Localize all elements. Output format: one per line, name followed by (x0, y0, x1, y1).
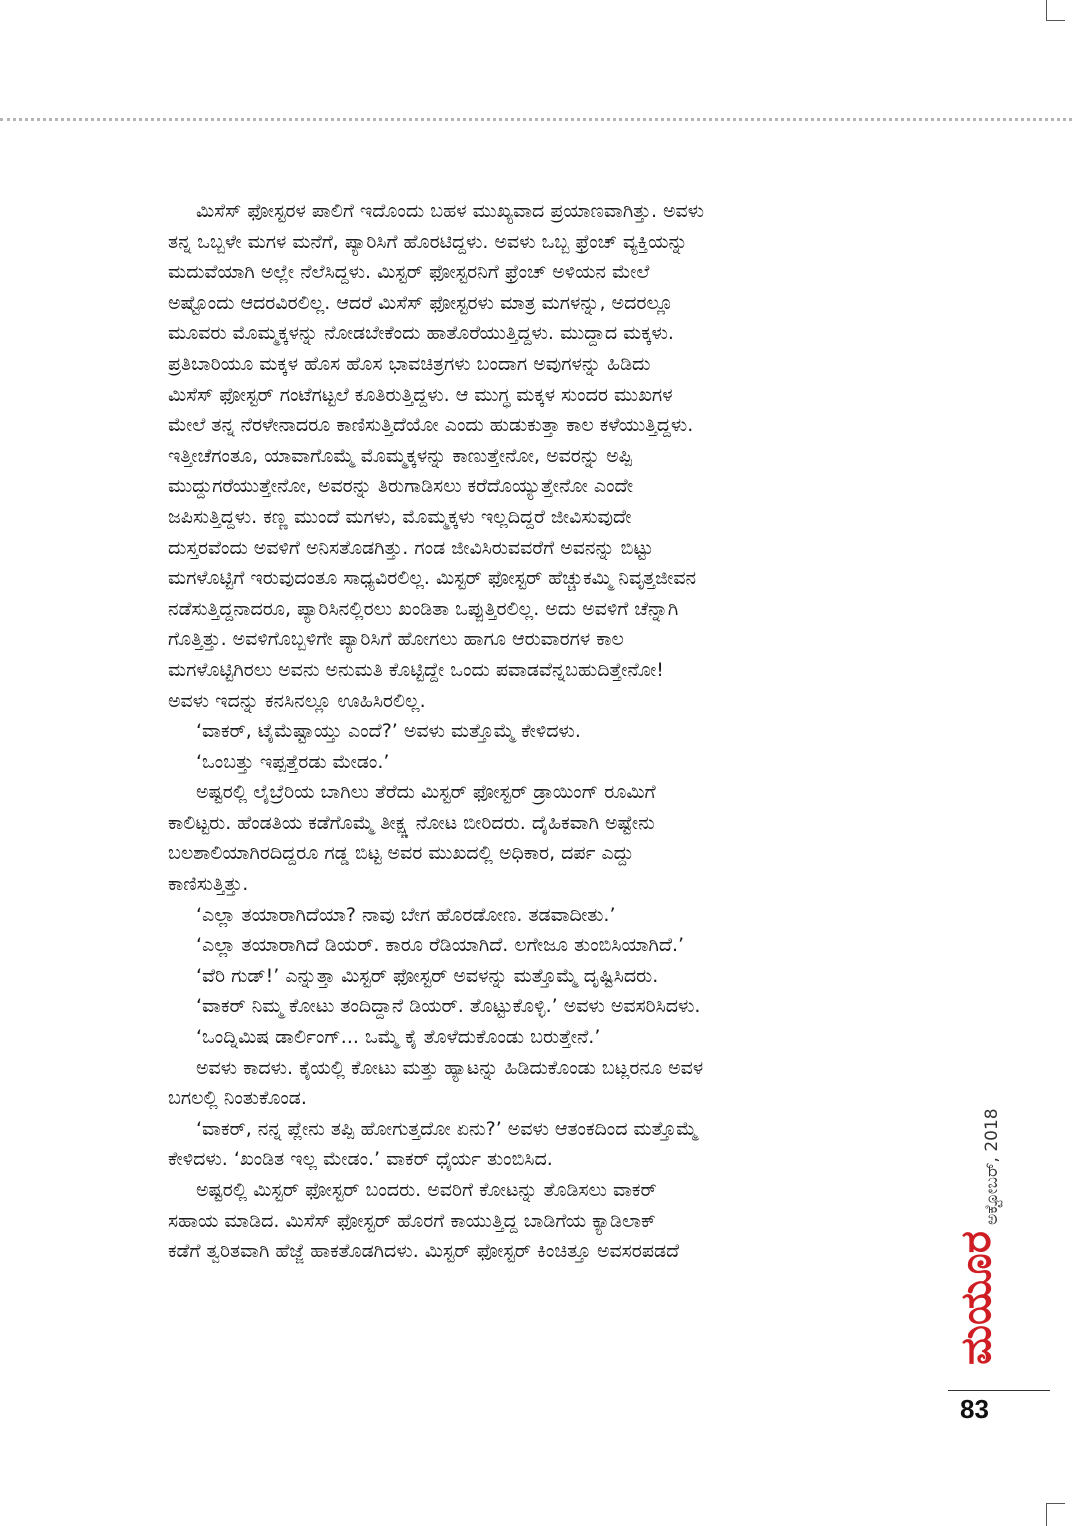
text-line: ಸಹಾಯ ಮಾಡಿದ. ಮಿಸೆಸ್ ಫೋಸ್ಟರ್ ಹೊರಗೆ ಕಾಯುತ್ತಿದ್ದ ಬಾಡಿಗೆಯ ಕ್ಯಾಡಿಲಾಕ್ (168, 1209, 656, 1232)
text-line: ಮಗಳೊಟ್ಟಿಗಿರಲು ಅವನು ಅನುಮತಿ ಕೊಟ್ಟಿದ್ದೇ ಒಂದು ಪವಾಡವೆನ್ನಬಹುದಿತ್ತೇನೋ! (168, 658, 664, 681)
text-line: ಬಲಶಾಲಿಯಾಗಿರದಿದ್ದರೂ ಗಡ್ಡ ಬಿಟ್ಟ ಅವರ ಮುಖದಲ್ಲಿ ಅಧಿಕಾರ, ದರ್ಪ ಎದ್ದು (168, 842, 634, 865)
text-line: ‘ಎಲ್ಲಾ ತಯಾರಾಗಿದೆಯಾ? ನಾವು ಬೇಗ ಹೊರಡೋಣ. ತಡವಾದೀತು.’ (196, 903, 616, 926)
crop-mark-bottom-right (1046, 1503, 1065, 1526)
text-line: ಅಷ್ಟರಲ್ಲಿ ಮಿಸ್ಟರ್ ಫೋಸ್ಟರ್ ಬಂದರು. ಅವರಿಗೆ ಕೋಟನ್ನು ತೊಡಿಸಲು ವಾಕರ್ (196, 1179, 657, 1201)
text-line: ಜಪಿಸುತ್ತಿದ್ದಳು. ಕಣ್ಣ ಮುಂದೆ ಮಗಳು, ಮೊಮ್ಮಕ್ಕಳು ಇಲ್ಲದಿದ್ದರೆ ಜೀವಿಸುವುದೇ (168, 505, 632, 528)
text-line: ಅವಳು ಕಾದಳು. ಕೈಯಲ್ಲಿ ಕೋಟು ಮತ್ತು ಹ್ಯಾಟನ್ನು ಹಿಡಿದುಕೊಂಡು ಬಟ್ಲರನೂ ಅವಳ (196, 1056, 704, 1079)
issue-date: ಅಕ್ಟೋಬರ್, 2018 (982, 1108, 1002, 1225)
header-dotted-rule (0, 118, 1072, 121)
text-line: ಗೊತ್ತಿತ್ತು. ಅವಳಿಗೊಬ್ಬಳಿಗೇ ಪ್ಯಾರಿಸಿಗೆ ಹೋಗಲು ಹಾಗೂ ಆರುವಾರಗಳ ಕಾಲ (168, 628, 624, 651)
text-line: ‘ವಾಕರ್ ನಿಮ್ಮ ಕೋಟು ತಂದಿದ್ದಾನೆ ಡಿಯರ್. ತೊಟ್ಟುಕೊಳ್ಳಿ.’ ಅವಳು ಅವಸರಿಸಿದಳು. (196, 995, 701, 1018)
text-line: ‘ವೆರಿ ಗುಡ್!’ ಎನ್ನುತ್ತಾ ಮಿಸ್ಟರ್ ಫೋಸ್ಟರ್ ಅವಳನ್ನು ಮತ್ತೊಮ್ಮೆ ದೃಷ್ಟಿಸಿದರು. (196, 964, 659, 987)
text-line: ‘ಒಂದ್ನಿಮಿಷ ಡಾರ್ಲಿಂಗ್... ಒಮ್ಮೆ ಕೈ ತೊಳೆದುಕೊಂಡು ಬರುತ್ತೇನೆ.’ (196, 1026, 601, 1049)
text-line: ಮದುವೆಯಾಗಿ ಅಲ್ಲೇ ನೆಲೆಸಿದ್ದಳು. ಮಿಸ್ಟರ್ ಫೋಸ್ಟರನಿಗೆ ಫ್ರೆಂಚ್ ಅಳಿಯನ ಮೇಲೆ (168, 261, 650, 284)
text-line: ಪ್ರತಿಬಾರಿಯೂ ಮಕ್ಕಳ ಹೊಸ ಹೊಸ ಭಾವಚಿತ್ರಗಳು ಬಂದಾಗ ಅವುಗಳನ್ನು ಹಿಡಿದು (168, 352, 651, 375)
text-line: ‘ಒಂಬತ್ತು ಇಪ್ಪತ್ತೆರಡು ಮೇಡಂ.’ (196, 750, 390, 773)
text-line: ಇತ್ತೀಚೆಗಂತೂ, ಯಾವಾಗೊಮ್ಮೆ ಮೊಮ್ಮಕ್ಕಳನ್ನು ಕಾಣುತ್ತೇನೋ, ಅವರನ್ನು ಅಪ್ಪಿ (168, 444, 633, 467)
text-line: ಮುದ್ದುಗರೆಯುತ್ತೇನೋ, ಅವರನ್ನು ತಿರುಗಾಡಿಸಲು ಕರೆದೊಯ್ಯುತ್ತೇನೋ ಎಂದೇ (168, 475, 634, 498)
folio-rule (948, 1390, 1050, 1391)
text-line: ನಡೆಸುತ್ತಿದ್ದನಾದರೂ, ಪ್ಯಾರಿಸಿನಲ್ಲಿರಲು ಖಂಡಿತಾ ಒಪ್ಪುತ್ತಿರಲಿಲ್ಲ. ಅದು ಅವಳಿಗೆ ಚೆನ್ನಾಗಿ (168, 597, 679, 620)
text-line: ‘ಎಲ್ಲಾ ತಯಾರಾಗಿದೆ ಡಿಯರ್. ಕಾರೂ ರೆಡಿಯಾಗಿದೆ. ಲಗೇಜೂ ತುಂಬಿಸಿಯಾಗಿದೆ.’ (196, 934, 685, 957)
page-number: 83 (960, 1394, 989, 1424)
magazine-sidebar (948, 1075, 1008, 1375)
text-line: ಮಿಸೆಸ್ ಫೋಸ್ಟರ್ ಗಂಟೆಗಟ್ಟಲೆ ಕೂತಿರುತ್ತಿದ್ದಳು. ಆ ಮುಗ್ಧ ಮಕ್ಕಳ ಸುಂದರ ಮುಖಗಳ (168, 383, 673, 406)
text-line: ಅವಳು ಇದನ್ನು ಕನಸಿನಲ್ಲೂ ಊಹಿಸಿರಲಿಲ್ಲ. (168, 689, 426, 712)
text-line: ಅಷ್ಟೊಂದು ಆದರವಿರಲಿಲ್ಲ. ಆದರೆ ಮಿಸೆಸ್ ಫೋಸ್ಟರಳು ಮಾತ್ರ ಮಗಳನ್ನು, ಅದರಲ್ಲೂ (168, 291, 674, 314)
text-line: ‘ವಾಕರ್, ನನ್ನ ಪ್ಲೇನು ತಪ್ಪಿ ಹೋಗುತ್ತದೋ ಏನು?’ ಅವಳು ಆತಂಕದಿಂದ ಮತ್ತೊಮ್ಮೆ (196, 1117, 698, 1140)
text-line: ಮಗಳೊಟ್ಟಿಗೆ ಇರುವುದಂತೂ ಸಾಧ್ಯವಿರಲಿಲ್ಲ. ಮಿಸ್ಟರ್ ಫೋಸ್ಟರ್ ಹೆಚ್ಚುಕಮ್ಮಿ ನಿವೃತ್ತಜೀವನ (168, 567, 697, 590)
text-line: ಬಗಲಲ್ಲಿ ನಿಂತುಕೊಂಡ. (168, 1087, 307, 1110)
article-body (168, 196, 926, 1267)
magazine-title: ಮಯೂರ (951, 1231, 1000, 1365)
text-line: ‘ವಾಕರ್, ಟೈಮೆಷ್ಟಾಯ್ತು ಎಂದೆ?’ ಅವಳು ಮತ್ತೊಮ್ಮೆ ಕೇಳಿದಳು. (196, 720, 581, 743)
text-line: ದುಸ್ತರವೆಂದು ಅವಳಿಗೆ ಅನಿಸತೊಡಗಿತ್ತು. ಗಂಡ ಜೀವಿಸಿರುವವರೆಗೆ ಅವನನ್ನು ಬಿಟ್ಟು (168, 536, 654, 559)
text-line: ಕಾಣಿಸುತ್ತಿತ್ತು. (168, 873, 249, 896)
text-line: ತನ್ನ ಒಬ್ಬಳೇ ಮಗಳ ಮನೆಗೆ, ಪ್ಯಾರಿಸಿಗೆ ಹೊರಟಿದ್ದಳು. ಅವಳು ಒಬ್ಬ ಫ್ರೆಂಚ್ ವ್ಯಕ್ತಿಯನ್ನು (168, 230, 688, 253)
text-line: ಮೇಲೆ ತನ್ನ ನೆರಳೇನಾದರೂ ಕಾಣಿಸುತ್ತಿದೆಯೋ ಎಂದು ಹುಡುಕುತ್ತಾ ಕಾಲ ಕಳೆಯುತ್ತಿದ್ದಳು. (168, 414, 694, 437)
crop-mark-top-right (1046, 0, 1065, 21)
text-line: ಕಡೆಗೆ ತ್ವರಿತವಾಗಿ ಹೆಜ್ಜೆ ಹಾಕತೊಡಗಿದಳು. ಮಿಸ್ಟರ್ ಫೋಸ್ಟರ್ ಕಿಂಚಿತ್ತೂ ಅವಸರಪಡದೆ (168, 1240, 680, 1263)
text-line: ಕೇಳಿದಳು. ‘ಖಂಡಿತ ಇಲ್ಲ ಮೇಡಂ.’ ವಾಕರ್ ಧೈರ್ಯ ತುಂಬಿಸಿದ. (168, 1148, 553, 1171)
text-line: ಮಿಸೆಸ್ ಫೋಸ್ಟರಳ ಪಾಲಿಗೆ ಇದೊಂದು ಬಹಳ ಮುಖ್ಯವಾದ ಪ್ರಯಾಣವಾಗಿತ್ತು. ಅವಳು (196, 200, 705, 222)
text-line: ಮೂವರು ಮೊಮ್ಮಕ್ಕಳನ್ನು ನೋಡಬೇಕೆಂದು ಹಾತೊರೆಯುತ್ತಿದ್ದಳು. ಮುದ್ದಾದ ಮಕ್ಕಳು. (168, 322, 674, 345)
text-line: ಅಷ್ಟರಲ್ಲಿ ಲೈಬ್ರೆರಿಯ ಬಾಗಿಲು ತೆರೆದು ಮಿಸ್ಟರ್ ಫೋಸ್ಟರ್ ಡ್ರಾಯಿಂಗ್ ರೂಮಿಗೆ (196, 781, 656, 804)
text-line: ಕಾಲಿಟ್ಟರು. ಹೆಂಡತಿಯ ಕಡೆಗೊಮ್ಮೆ ತೀಕ್ಷ್ಣ ನೋಟ ಬೀರಿದರು. ದೈಹಿಕವಾಗಿ ಅಷ್ಟೇನು (168, 811, 655, 834)
